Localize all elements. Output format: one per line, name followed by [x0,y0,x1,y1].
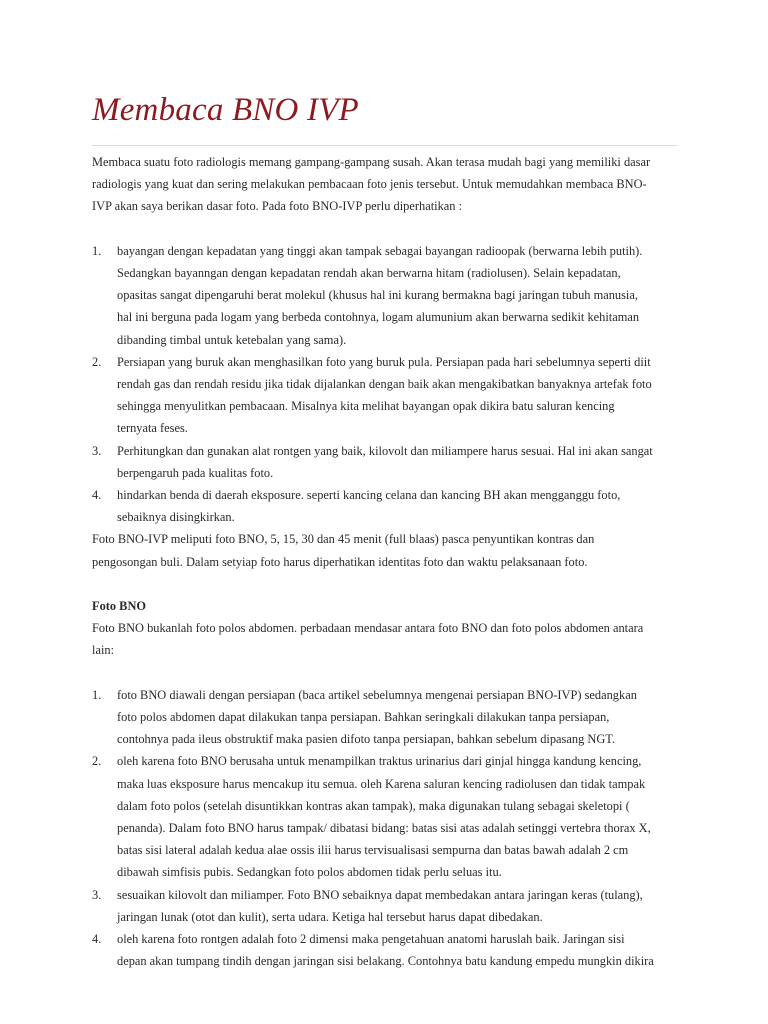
list-item [92,351,684,440]
list-item-line: oleh karena foto BNO berusaha untuk menampilkan traktus urinarius dari ginjal hingga kandung kencing, [117,754,642,769]
list-number: 3. [92,443,102,458]
list-number: 3. [92,887,102,902]
paragraph-line: lain: [92,643,115,658]
intro-line: Membaca suatu foto radiologis memang gampang-gampang susah. Akan terasa mudah bagi yang memiliki dasar [92,155,651,169]
list-item-line: rendah gas dan rendah residu jika tidak dijalankan dengan baik akan mengakibatkan banyaknya artefak foto [117,377,652,392]
article-title: Membaca BNO IVP [92,92,359,128]
list-item [92,240,684,351]
list-number: 4. [92,932,102,947]
list-item-line: depan akan tumpang tindih dengan jaringan sisi belakang. Contohnya batu kandung empedu mungkin dikira [117,954,654,969]
list-number: 2. [92,354,102,369]
list-item-line: Perhitungkan dan gunakan alat rontgen yang baik, kilovolt dan miliampere harus sesuai. Hal ini akan sangat [117,443,653,458]
list-item-line: dibawah simfisis pubis. Sedangkan foto polos abdomen tidak perlu seluas itu. [117,865,502,880]
list-item-line: dalam foto polos (setelah disuntikkan kontras akan tampak), maka digunakan tulang sebagai skeletopi ( [117,798,630,813]
list-item-line: opasitas sangat dipengaruhi berat molekul (khusus hal ini kurang bermakna bagi jaringan tubuh manusia, [117,288,638,303]
list-item [92,928,684,972]
difference-list [92,684,684,973]
list-item-line: hal ini berguna pada logam yang berbeda contohnya, logam alumunium akan berwarna sedikit kehitaman [117,310,640,325]
list-item-line: berpengaruh pada kualitas foto. [117,465,274,480]
list-item-line: batas sisi lateral adalah kedua alae ossis ilii harus tervisualisasi sempurna dan batas bawah adalah 2 cm [117,843,629,858]
section-heading: Foto BNO [92,599,147,614]
observation-list [92,240,684,529]
list-item [92,884,684,928]
intro-line: radiologis yang kuat dan sering melakukan pembacaan foto jenis tersebut. Untuk memudahkan membaca BNO- [92,177,647,192]
list-item [92,750,684,883]
exam-paragraph [92,528,684,572]
list-item [92,684,684,751]
list-item-line: Persiapan yang buruk akan menghasilkan foto yang buruk pula. Persiapan pada hari sebelumnya seperti diit [117,354,651,369]
spacer [92,662,684,684]
spacer [92,573,684,595]
list-item-line: hindarkan benda di daerah eksposure. seperti kancing celana dan kancing BH akan mengganggu foto, [117,488,621,503]
list-number: 2. [92,754,102,769]
list-item [92,484,684,528]
article-body [92,151,684,972]
list-item-line: sebaiknya disingkirkan. [117,510,235,525]
paragraph-line: pengosongan buli. Dalam setyiap foto harus diperhatikan identitas foto dan waktu pelaksanaan foto. [92,554,588,569]
intro-line: IVP akan saya berikan dasar foto. Pada foto BNO-IVP perlu diperhatikan : [92,199,463,214]
title-divider [92,145,678,146]
list-item [92,440,684,484]
list-item-line: bayangan dengan kepadatan yang tinggi akan tampak sebagai bayangan radioopak (berwarna lebih putih). [117,243,643,258]
section-intro [92,617,684,661]
list-item-line: dibanding timbal untuk ketebalan yang sama). [117,332,347,347]
list-item-line: maka luas eksposure harus mencakup itu semua. oleh Karena saluran kencing radiolusen dan tidak tampak [117,776,646,791]
list-item-line: foto BNO diawali dengan persiapan (baca artikel sebelumnya mengenai persiapan BNO-IVP) sedangkan [117,687,637,702]
list-number: 1. [92,687,102,702]
paragraph-line: Foto BNO bukanlah foto polos abdomen. perbadaan mendasar antara foto BNO dan foto polos abdomen antara [92,621,644,636]
list-item-line: sesuaikan kilovolt dan miliamper. Foto BNO sebaiknya dapat membedakan antara jaringan keras (tulang), [117,887,643,902]
list-number: 1. [92,243,102,258]
list-item-line: penanda). Dalam foto BNO harus tampak/ dibatasi bidang: batas sisi atas adalah setinggi vertebra thorax X, [117,821,651,836]
list-number: 4. [92,488,102,503]
spacer [92,218,684,240]
list-item-line: contohnya pada ileus obstruktif maka pasien difoto tanpa persiapan, bahkan sebelum dipasang NGT. [117,732,616,747]
list-item-line: jaringan lunak (otot dan kulit), serta udara. Ketiga hal tersebut harus dapat dibedakan. [117,909,543,924]
list-item-line: oleh karena foto rontgen adalah foto 2 dimensi maka pengetahuan anatomi haruslah baik. Jaringan sisi [117,932,625,947]
list-item-line: ternyata feses. [117,421,188,436]
list-item-line: foto polos abdomen dapat dilakukan tanpa persiapan. Bahkan seringkali dilakukan tanpa persiapan, [117,710,610,725]
intro-paragraph [92,151,684,218]
list-item-line: sehingga menyulitkan pembacaan. Misalnya kita melihat bayangan opak dikira batu saluran kencing [117,399,615,414]
list-item-line: Sedangkan bayanngan dengan kepadatan rendah akan berwarna hitam (radiolusen). Selain kepadatan, [117,266,621,280]
paragraph-line: Foto BNO-IVP meliputi foto BNO, 5, 15, 30 dan 45 menit (full blaas) pasca penyuntikan kontras dan [92,532,595,547]
